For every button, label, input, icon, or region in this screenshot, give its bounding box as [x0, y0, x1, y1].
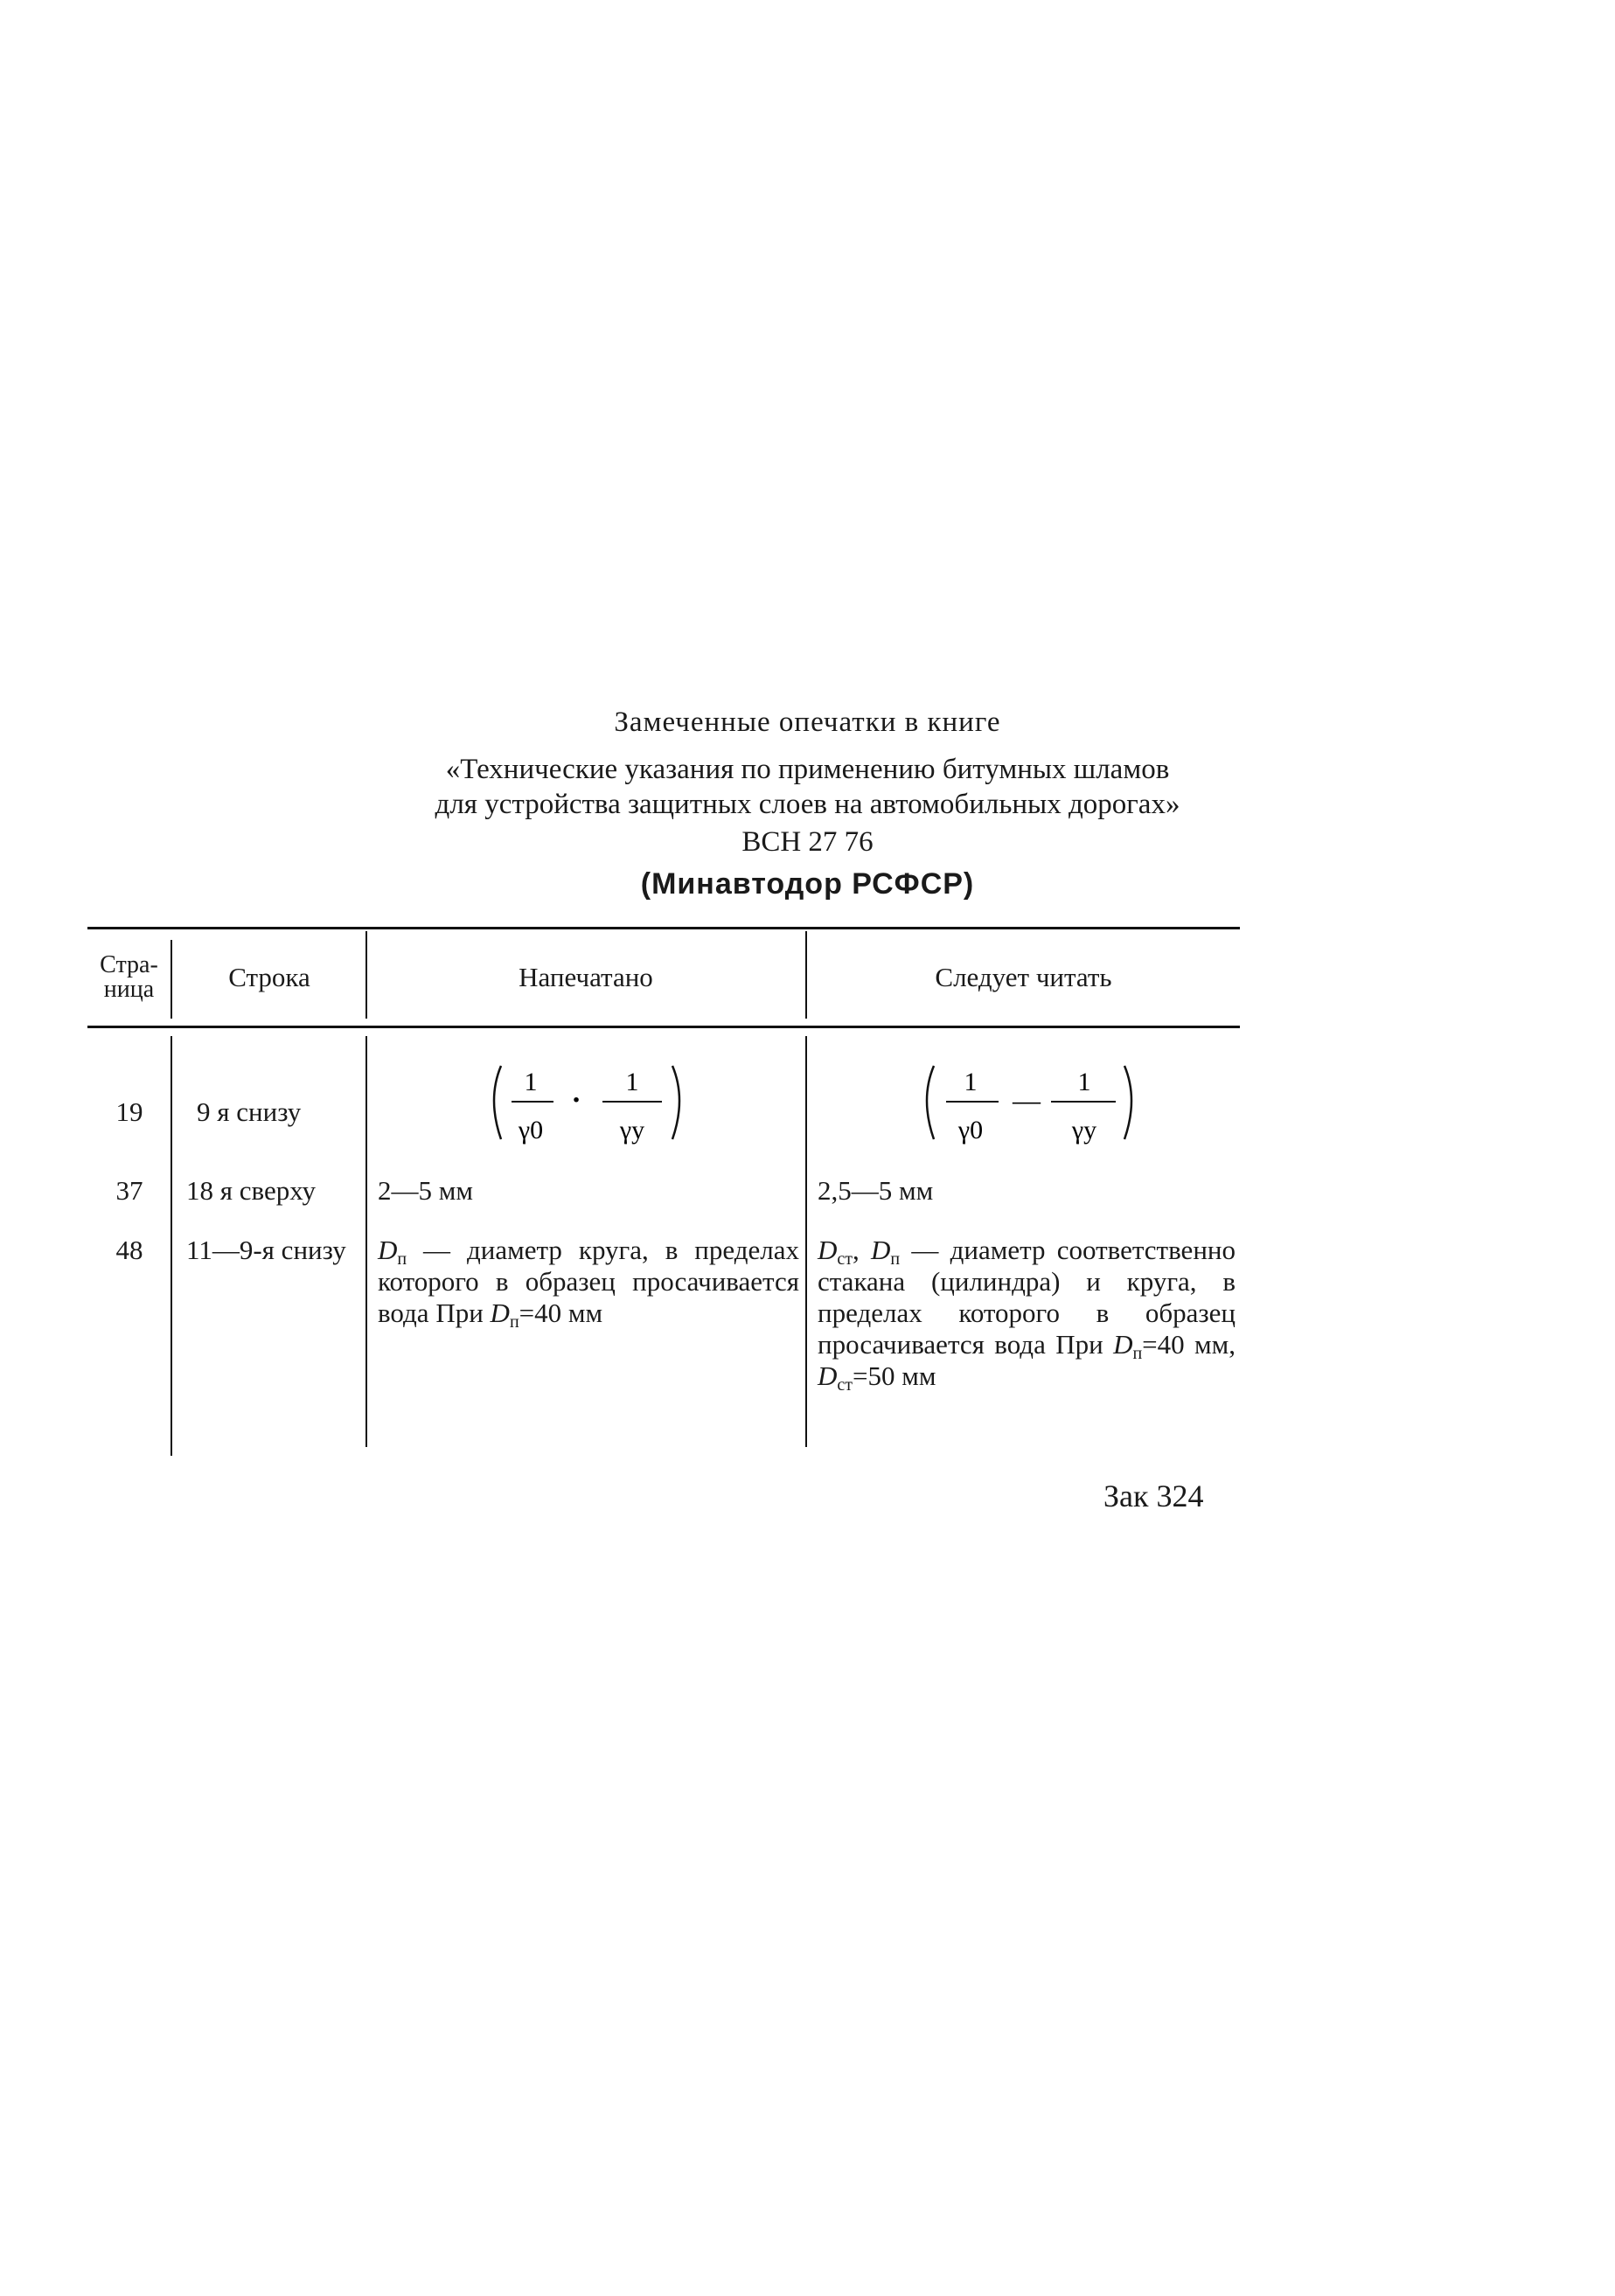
- book-title-line2: для устройства защитных слоев на автомобильных дорогах»: [435, 789, 1180, 820]
- text-segment: — диаметр соответственно стакана (цилиндра) и круга, в пределах которого в образец просачивается вода При: [818, 1235, 1236, 1360]
- book-title-line1: «Технические указания по применению битумных шламов: [445, 754, 1170, 785]
- formula-correct-svg: [918, 1054, 1145, 1158]
- subscript: п: [509, 1312, 519, 1332]
- row2-printed: 2—5 мм: [378, 1175, 473, 1206]
- fraction-denominator: γy: [1071, 1116, 1097, 1145]
- header-printed: Напечатано: [519, 962, 653, 992]
- row1-page: 19: [115, 1096, 143, 1127]
- errata-heading: Замеченные опечатки в книге: [614, 706, 1001, 738]
- row1-line: 9 я снизу: [197, 1096, 302, 1127]
- subscript: ст: [837, 1375, 853, 1395]
- column-divider-1: [171, 940, 172, 1019]
- subscript: п: [890, 1249, 901, 1269]
- subscript: п: [397, 1249, 407, 1269]
- text-segment: =50 мм: [853, 1360, 936, 1391]
- row3-line: 11—9-я снизу: [186, 1235, 346, 1265]
- right-paren: [672, 1066, 679, 1139]
- fraction-denominator: γ0: [957, 1116, 984, 1145]
- text-segment: =40 мм: [519, 1298, 603, 1328]
- variable-D: D: [818, 1235, 838, 1265]
- subscript: п: [1132, 1344, 1143, 1363]
- book-title: [0, 752, 1615, 822]
- variable-D: D: [378, 1235, 398, 1265]
- table-top-rule: [87, 927, 1240, 929]
- column-divider-2-body: [365, 1036, 367, 1447]
- row1-correct-formula: [918, 1054, 1145, 1163]
- row3-correct: [818, 1235, 1236, 1395]
- header-page: Стра- ница: [100, 951, 158, 1003]
- operator: ·: [571, 1084, 581, 1117]
- left-paren: [927, 1066, 934, 1139]
- order-number: Зак 324: [1103, 1478, 1204, 1513]
- formula-printed-svg: [485, 1054, 695, 1158]
- variable-D: D: [871, 1235, 891, 1265]
- row2-page: 37: [115, 1175, 143, 1206]
- text-segment: =40 мм,: [1142, 1329, 1236, 1360]
- header-line: Строка: [228, 962, 310, 992]
- row1-printed-formula: [485, 1054, 695, 1163]
- publisher: (Минавтодор РСФСР): [640, 867, 975, 901]
- fraction-numerator: 1: [524, 1068, 538, 1096]
- right-paren: [1124, 1066, 1131, 1139]
- header-correct: Следует читать: [935, 962, 1112, 992]
- text-segment: ,: [853, 1235, 872, 1265]
- row2-correct: 2,5—5 мм: [818, 1175, 934, 1206]
- fraction-denominator: γ0: [518, 1116, 544, 1145]
- row3-page: 48: [115, 1235, 143, 1265]
- variable-D: D: [1113, 1329, 1133, 1360]
- subscript: ст: [837, 1249, 853, 1269]
- text-segment: — диаметр круга, в пределах которого в образец просачивается вода При: [378, 1235, 799, 1328]
- fraction-denominator: γy: [619, 1116, 645, 1145]
- left-paren: [494, 1066, 501, 1139]
- fraction-numerator: 1: [964, 1068, 978, 1096]
- operator: —: [1013, 1084, 1041, 1116]
- document-code: ВСН 27 76: [741, 826, 874, 858]
- fraction-numerator: 1: [625, 1068, 639, 1096]
- column-divider-3-body: [805, 1036, 807, 1447]
- table-header-rule: [87, 1026, 1240, 1028]
- variable-D: D: [818, 1360, 838, 1391]
- row2-line: 18 я сверху: [186, 1175, 317, 1206]
- fraction-numerator: 1: [1077, 1068, 1091, 1096]
- variable-D: D: [490, 1298, 510, 1328]
- row3-printed: [378, 1235, 799, 1332]
